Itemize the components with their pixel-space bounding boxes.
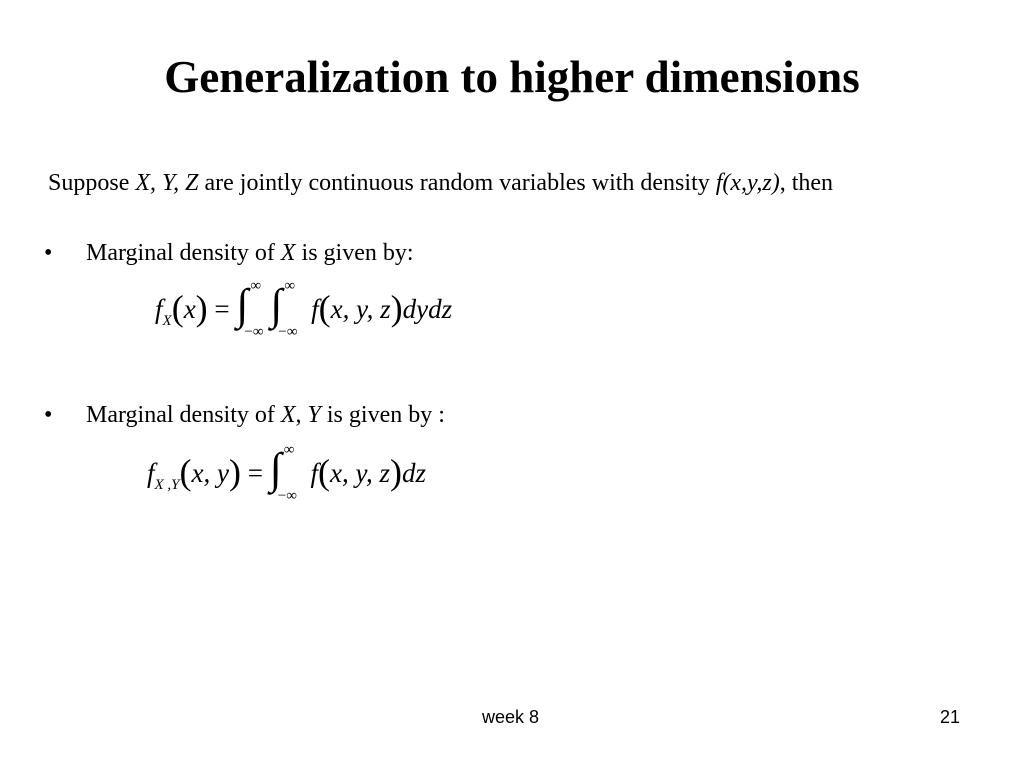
formula-equals: = bbox=[207, 294, 237, 324]
bullet-prefix: Marginal density of bbox=[86, 240, 281, 266]
formula-lhs-f: f bbox=[147, 458, 155, 488]
formula-lhs-subscript: X bbox=[162, 313, 172, 329]
bullet-marker: • bbox=[44, 402, 53, 428]
formula-equals: = bbox=[241, 458, 270, 488]
integral-glyph: ∫ bbox=[269, 444, 282, 493]
formula-integrand-args: x, y, z bbox=[330, 294, 391, 324]
integral-lower-limit: −∞ bbox=[278, 324, 298, 340]
integral-lower-limit: −∞ bbox=[244, 324, 264, 340]
formula-lhs-args: x bbox=[183, 294, 196, 324]
intro-prefix: Suppose bbox=[48, 170, 136, 196]
formula-integrand-args: x, y, z bbox=[330, 458, 390, 488]
close-paren-glyph: ) bbox=[229, 452, 241, 492]
open-paren-glyph: ( bbox=[318, 452, 330, 492]
integral-glyph: ∫ bbox=[236, 280, 249, 329]
bullet-separator: , bbox=[295, 402, 308, 428]
formula-marginal-xy bbox=[147, 442, 427, 504]
intro-sentence bbox=[48, 168, 833, 198]
formula-differentials: dydz bbox=[402, 294, 453, 324]
integral-upper-limit: ∞ bbox=[250, 278, 262, 294]
bullet-var: X bbox=[280, 240, 296, 266]
formula-marginal-x bbox=[155, 278, 453, 340]
bullet-suffix: is given by: bbox=[295, 240, 414, 266]
intro-middle: are jointly continuous random variables with density bbox=[198, 170, 716, 196]
intro-variables: X, Y, Z bbox=[135, 170, 199, 196]
integral-sign bbox=[269, 442, 304, 504]
bullet-marginal-x bbox=[44, 238, 414, 268]
formula-lhs-subscript: X ,Y bbox=[154, 477, 180, 493]
footer-page-number: 21 bbox=[940, 707, 961, 727]
open-paren-glyph: ( bbox=[179, 452, 192, 492]
bullet-prefix: Marginal density of bbox=[86, 402, 281, 428]
bullet-suffix: is given by : bbox=[320, 402, 445, 428]
integral-sign bbox=[270, 278, 304, 340]
intro-density-args: (x,y,z) bbox=[722, 170, 780, 196]
integral-glyph: ∫ bbox=[270, 280, 283, 329]
bullet-var: Y bbox=[307, 402, 321, 428]
bullet-marginal-xy bbox=[44, 400, 445, 430]
bullet-var: X bbox=[280, 402, 296, 428]
intro-suffix: , then bbox=[779, 170, 834, 196]
close-paren-glyph: ) bbox=[390, 452, 402, 492]
close-paren-glyph: ) bbox=[390, 288, 403, 328]
formula-lhs-args: x, y bbox=[191, 458, 229, 488]
formula-lhs-f: f bbox=[155, 294, 163, 324]
slide-title: Generalization to higher dimensions bbox=[164, 52, 860, 102]
formula-differentials: dz bbox=[402, 458, 427, 488]
open-paren-glyph: ( bbox=[318, 288, 331, 328]
formula-integrand-f: f bbox=[310, 458, 318, 488]
integral-sign bbox=[236, 278, 270, 340]
integral-upper-limit: ∞ bbox=[283, 442, 295, 458]
integral-upper-limit: ∞ bbox=[284, 278, 296, 294]
footer-week-label: week 8 bbox=[482, 707, 540, 727]
bullet-marker: • bbox=[44, 240, 53, 266]
close-paren-glyph: ) bbox=[195, 288, 208, 328]
integral-lower-limit: −∞ bbox=[277, 488, 297, 504]
intro-density-f: f bbox=[715, 170, 723, 196]
open-paren-glyph: ( bbox=[171, 288, 184, 328]
formula-integrand-f: f bbox=[311, 294, 319, 324]
